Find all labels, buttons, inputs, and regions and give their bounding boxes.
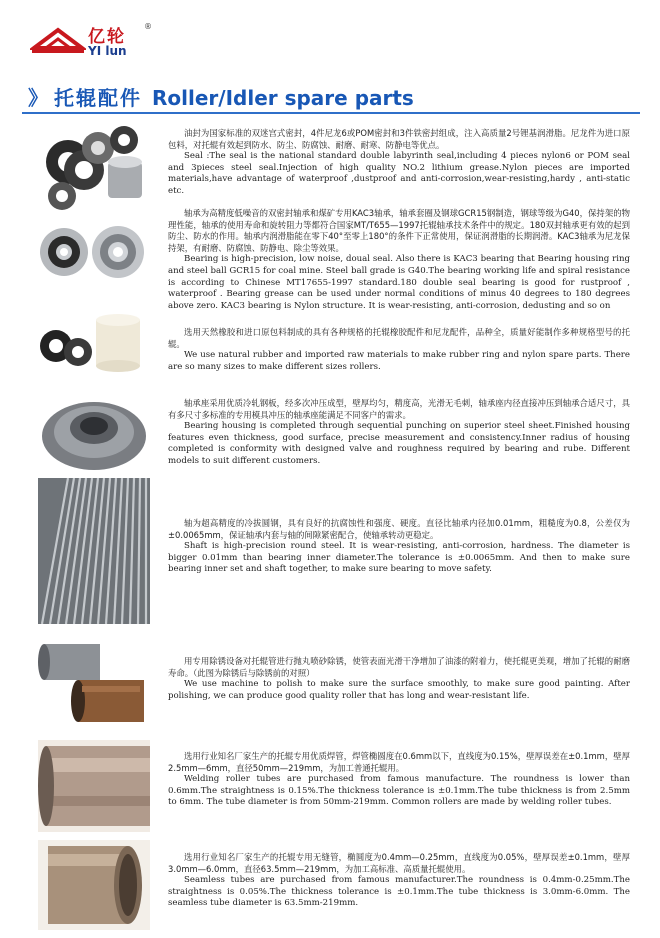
section-polished-tube xyxy=(168,656,630,702)
registered-mark: ® xyxy=(144,22,152,31)
seal-text-en: Seal :The seal is the national standard double labyrinth seal,including 4 pieces nylon6 or POM seal and 3pieces steel seal.Injection of high quality NO.2 lithium grease.Nylon pieces are imported materials,have advantage of waterproof ,dustproof and anti-corrosion,wear-resisting,hardy , anti-static etc. xyxy=(168,151,630,196)
section-shaft xyxy=(168,518,630,576)
section-welded-tube xyxy=(168,751,630,809)
polish-text-en: We use machine to polish to make sure the surface smoothly, to make sure good painting. After polishing, we can produce good quality roller that has long and wear-resistant life. xyxy=(168,679,630,701)
bearing-housing-image xyxy=(38,384,150,476)
welded-text-cn: 选用行业知名厂家生产的托辊专用优质焊管，焊管椭圆度在0.6mm以下，直线度为0.15%，壁厚误差在±0.1mm，壁厚2.5mm—6mm，直径50mm—219mm，为加工普通托辊用。 xyxy=(168,751,630,773)
brand-logo xyxy=(30,22,170,66)
logo-english-name: YI lun xyxy=(88,44,127,58)
section-bearing xyxy=(168,208,630,312)
rubber-text-cn: 选用天然橡胶和进口原包料制成的具有各种规格的托辊橡胶配件和尼龙配件，品种全，质量好能制作多种规格型号的托辊。 xyxy=(168,327,630,349)
section-seal xyxy=(168,128,630,198)
seamless-text-en: Seamless tubes are purchased from famous manufacturer.The roundness is 0.4mm-0.25mm.The straightness is 0.05%.The thickness tolerance is ±0.1mm.The tube thickness is 3.0mm-6.0mm. The seamless tube diameter is 63.5mm-219mm. xyxy=(168,875,630,909)
section-bearing-housing xyxy=(168,398,630,468)
polished-tubes-image xyxy=(38,634,150,730)
logo-chinese-name: 亿轮 xyxy=(88,27,126,47)
section-rubber-nylon xyxy=(168,327,630,373)
page-title xyxy=(28,82,414,112)
housing-text-cn: 轴承座采用优质冷轧钢板，经多次冲压成型，壁厚均匀，精度高，光滑无毛刺，轴承座内径直接冲压到轴承合适尺寸，具有多尺寸多标准的专用模具冲压的轴承座能满足不同客户的需求。 xyxy=(168,398,630,420)
title-english: Roller/Idler spare parts xyxy=(152,86,414,110)
shaft-text-cn: 轴为超高精度的冷拔圆钢，具有良好的抗腐蚀性和强度、硬度。直径比轴承内径加0.01mm，粗糙度为0.8，公差仅为±0.0065mm，保证轴承内套与轴的间隙紧密配合，使轴承转动更稳定。 xyxy=(168,518,630,540)
rubber-nylon-rings-image xyxy=(38,312,150,374)
housing-text-en: Bearing housing is completed through sequential punching on superior steel sheet.Finished housing features even thickness, good surface, precise measurement and consistency.Inner radius of housing completed is conformity with designed valve and roughness required by bearing and rube. Different models to suit different customers. xyxy=(168,421,630,466)
title-chinese: 托辊配件 xyxy=(54,86,142,110)
steel-shafts-image xyxy=(38,478,150,624)
seamless-text-cn: 选用行业知名厂家生产的托辊专用无缝管，椭圆度为0.4mm—0.25mm，直线度为0.05%，壁厚误差±0.1mm，壁厚3.0mm—6.0mm，直径63.5mm—219mm，为加工高标准、高质量托辊使用。 xyxy=(168,852,630,874)
seal-parts-image xyxy=(38,122,150,216)
logo-mark-icon xyxy=(30,22,86,58)
rubber-text-en: We use natural rubber and imported raw materials to make rubber ring and nylon spare parts. There are so many sizes to make different sizes rollers. xyxy=(168,350,630,372)
polish-text-cn: 用专用除锈设备对托辊管进行抛丸喷砂除锈，使管表面光滑干净增加了油漆的附着力，使托辊更美观，增加了托辊的耐磨寿命。（此图为除锈后与除锈前的对照） xyxy=(168,656,630,678)
title-chevron-icon: 》 xyxy=(28,86,48,110)
welded-text-en: Welding roller tubes are purchased from famous manufacture. The roundness is lower than 0.6mm.The straightness is 0.15%.The thickness tolerance is ±0.1mm.The tube thickness is from 2.5mm to 6mm. The tube diameter is from 50mm-219mm. Common rollers are made by welding roller tubes. xyxy=(168,774,630,808)
bearing-image xyxy=(38,222,150,284)
shaft-text-en: Shaft is high-precision round steel. It is wear-resisting, anti-corrosion, hardness. The diameter is bigger 0.01mm than bearing inner diameter.The tolerance is ±0.0065mm. And then to make sure bearing inner set and shaft together, to make sure bearing to move safety. xyxy=(168,541,630,575)
bearing-text-cn: 轴承为高精度低噪音的双密封轴承和煤矿专用KAC3轴承，轴承套圈及钢球GCR15钢制造，钢球等级为G40，保持架的物理性能，轴承的使用寿命和旋转阻力等都符合国家MT/T655—1997托辊轴承技术条件中的规定。180双封轴承更有效的起到防尘、防水的作用。轴承内润滑脂能在零下40°至零上180°的条件下正常使用，保证润滑脂的长期润滑。KAC3轴承为尼龙保持架，有耐磨、防腐蚀、防静电、除尘等效果。 xyxy=(168,208,630,253)
bearing-text-en: Bearing is high-precision, low noise, doual seal. Also there is KAC3 bearing that Bearing housing ring and steel ball GCR15 for coal mine. Steel ball grade is G40.The bearing working life and spiral resistance is according to Chinese MT17655-1997 standard.180 double seal bearing is good for rustproof , waterproof . Bearing grease can be used under normal conditions of minus 40 degrees to 180 degrees above zero. KAC3 bearing is Nylon structure. It is wear-resisting, anti-corrosion, dedusting and so on xyxy=(168,254,630,311)
seal-text-cn: 油封为国家标准的双迷宫式密封，4件尼龙6或POM密封和3件铁密封组成，注入高质量2号锂基润滑脂。尼龙件为进口原包料，对托辊有效起到防水、防尘、防腐蚀、耐磨、耐寒、防静电等优点。 xyxy=(168,128,630,150)
title-divider xyxy=(22,112,640,114)
seamless-tube-image xyxy=(38,840,150,930)
section-seamless-tube xyxy=(168,852,630,910)
welded-tube-image xyxy=(38,740,150,832)
page-header xyxy=(0,0,660,80)
